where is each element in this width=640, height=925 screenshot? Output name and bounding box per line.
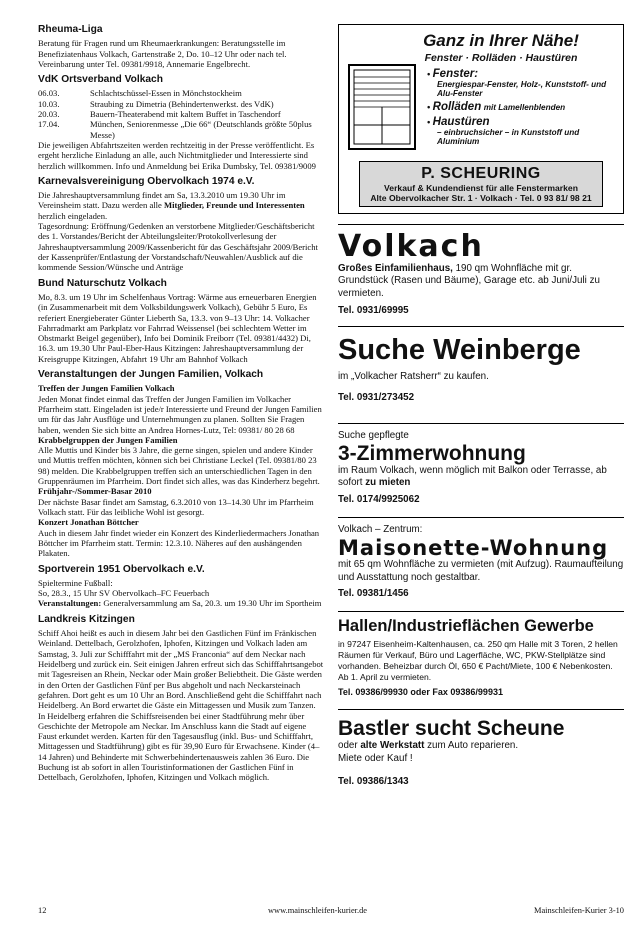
footer-url[interactable]: www.mainschleifen-kurier.de: [268, 906, 367, 915]
classified-headline: Bastler sucht Scheune: [338, 717, 565, 741]
text-highlight: Mitglieder, Freunde und Interessenten: [164, 200, 305, 211]
classified-headline: Volkach: [338, 229, 484, 264]
subheading: Treffen der Jungen Familien Volkach: [38, 383, 175, 394]
ad-item-label: Fenster:: [432, 68, 479, 80]
classified-bastler: [338, 718, 624, 787]
ad-company-box: [359, 161, 603, 207]
classified-3-zimmer: [338, 430, 624, 505]
section-text: Die jeweiligen Abfahrtszeiten werden rechtzeitig in der Presse veröffentlicht. Es ergeht herzliche Einladung an alle, auch Nichtmitglieder und Interessierte sind herzlich willkommen. Info und Anmeldung bei Erika Dumbsky, Tel. 09381/9009: [38, 139, 316, 171]
footer-issue: Mainschleifen-Kurier 3-10: [534, 906, 624, 915]
section-sportverein: [38, 564, 324, 609]
section-text: So, 28.3., 15 Uhr SV Obervolkach–FC Feuerbach: [38, 588, 210, 599]
divider: [338, 224, 624, 225]
ad-product-list: [427, 68, 617, 146]
section-title: Bund Naturschutz Volkach: [38, 277, 167, 289]
section-text: Jeden Monat findet einmal das Treffen der Jungen Familien im Volkacher Pfarrheim statt. Eingeladen ist jede/r Interessierte und Freund der Jungen Familien um für das Jahr Ausflüge und Unternehmungen zu planen. Sollten Sie Fragen haben, wenden Sie sich bitte an Andrea Hornes-Lutz, Tel: 09381/ 80 28 68: [38, 393, 322, 435]
text-part: herzlich eingeladen.: [38, 210, 108, 221]
ad-item-label: Rolläden: [432, 101, 482, 113]
section-text: Mo, 8.3. um 19 Uhr im Schelfenhaus Vortrag: Wärme aus erneuerbaren Energien (in Zusammenarbeit mit dem Volksbildungswerk Volkach), Gebühr 5 Euro, Es referiert Energieberater Günter Lieberth Sa, 13.3. von 9–13 Uhr: 14. Volkacher Fahrradmarkt am Parkplatz vor Fahrrad Weissensel (bei schlechtem Wetter im Obstmarkt Beigel gegenüber), Info bei Dominik Freiborr (Tel. 09381/4432) Di, 16.3. um 19.30 Uhr Paul-Eber-Haus Kitzingen: Jahreshauptversammlung der Kreisgruppe Kitzingen, Abfahrt 19 Uhr am Bahnhof Volkach: [38, 291, 317, 364]
section-title: Rheuma-Liga: [38, 24, 103, 35]
ad-item: • Haustüren – einbruchsicher – in Kunststoff und Aluminium: [427, 116, 617, 146]
classified-headline: Maisonette-Wohnung: [338, 535, 609, 560]
classified-phone: Tel. 09381/1456: [338, 588, 409, 600]
schedule-text: München, Seniorenmesse „Die 66“ (Deutschlands größte 50plus Messe): [90, 119, 312, 140]
schedule-text: Bauern-Theaterabend mit kaltem Buffet in Taschendorf: [90, 109, 281, 120]
classified-text: Miete oder Kauf !: [338, 753, 413, 765]
section-title: Sportverein 1951 Obervolkach e.V.: [38, 563, 205, 575]
schedule-text: Straubing zu Dimetria (Behindertenwerkst. des VdK): [90, 98, 274, 109]
subheading: Krabbelgruppen der Jungen Familien: [38, 434, 178, 445]
classified-phone: Tel. 0174/9925062: [338, 494, 420, 506]
classified-text: [338, 263, 624, 301]
classified-hallen: [338, 618, 624, 697]
page-footer: [38, 906, 624, 915]
schedule-list: [38, 88, 324, 140]
classified-headline: 3-Zimmerwohnung: [338, 441, 526, 465]
classified-pre: Suche gepflegte: [338, 429, 409, 441]
ad-item: • Rolläden mit Lamellenblenden: [427, 101, 566, 113]
text-highlight: zu mieten: [365, 477, 411, 489]
ad-scheuring: [338, 24, 624, 214]
section-text: Schiff Ahoi heißt es auch in diesem Jahr bei den Gastlichen Fünf im Fränkischen Weinland. Dettelbach, Gerolzhofen, Iphofen, Kitzingen und Volkach laden am Samstag, 3. Juli zur Schifffahrt mit der „MS Franconia“ auf dem Neckar nach Heidelberg und zurück ein. Seit einigen Jahren erfreut sich das Schifffahrtsangebot mit Tagesreisen an Rhein, Neckar oder Main großer Beliebtheit. Die Gäste werden in den Orten der Gastlichen Fünf per Bus abgeholt und nach Neckarsteinach gefahren. Dort geht es um 10 Uhr an Bord. Anschließend geht die Schifffahrt nach Heidelberg. An Bord erwartet die Gäste ein Mittagessen und Musik zum Tanzen. In Heidelberg erfahren die Schiffsreisenden bei einer Stadtführung mehr über Geschichte der Metropole am Neckar. Im Anschluss kann die Stadt auf eigene Faust erkundet werden. Karten für den Tagesausflug (inkl. Bus- und Schifffahrt, Mittagessen und Stadtführung) gibt es für 39,90 Euro für Erwachsene. Kinder (4–14 Jahren) und Behinderte mit Schwerbehindertenausweis zahlen 36 Euro. Die Buchung ist ab sofort in allen Touristinformationen der Gastlichen Fünf in Dettelbach, Gerolzhofen, Iphofen, Kitzingen und Volkach möglich.: [38, 628, 324, 783]
window-icon: [347, 63, 417, 151]
ad-item-detail: – einbruchsicher – in Kunststoff und Aluminium: [437, 128, 580, 146]
section-title: VdK Ortsverband Volkach: [38, 74, 163, 86]
company-tagline: Verkauf & Kundendienst für alle Fenstermarken: [384, 183, 578, 193]
section-landkreis: [38, 614, 324, 783]
schedule-date: 17.04.: [38, 119, 60, 130]
section-bund-naturschutz: [38, 278, 324, 364]
company-address: Alte Obervolkacher Str. 1 · Volkach · Tel. 0 93 81/ 98 21: [370, 193, 592, 203]
section-text: Tagesordnung: Eröffnung/Gedenken an verstorbene Mitglieder/Geschäftsbericht des 1. Vorstandes/Bericht der Abteilungsleiter/Protokollverlesung der Jahreshauptversammlung 2009/Kassenbericht für das Geschäftsjahr 2009/Bericht der Kassenprüfer/Entlastung der Vorstandschaft/Neuwahlen/Ausblick auf die kommende Session/Wünsche und Anträge: [38, 221, 318, 273]
section-text: [38, 598, 324, 608]
classified-volkach: [338, 231, 624, 316]
schedule-text: Schlachtschüssel-Essen in Mönchstockheim: [90, 88, 242, 99]
ad-item-detail: Energiespar-Fenster, Holz-, Kunststoff- und Alu-Fenster: [437, 80, 607, 98]
text-part: 190 qm Wohnfläche mit gr. Grundstück (Rasen und Bäume), Garage etc. ab Juni/Juli zu vermieten.: [338, 262, 600, 299]
text-part: Die Jahreshauptversammlung findet am Sa, 13.3.2010 um 19.30 Uhr im Vereinsheim statt. Dazu werden alle: [38, 190, 286, 211]
section-title: Landkreis Kitzingen: [38, 613, 135, 625]
text-highlight: alte Werkstatt: [360, 740, 425, 752]
text-part: im Raum Volkach, wenn möglich mit Balkon oder Terrasse, ab sofort: [338, 464, 607, 489]
schedule-date: 10.03.: [38, 98, 60, 109]
section-text: [38, 190, 324, 221]
ad-subline: Fenster · Rolläden · Haustüren: [424, 52, 578, 64]
divider: [338, 611, 624, 612]
subheading: Konzert Jonathan Böttcher: [38, 517, 139, 528]
classified-weinberge: [338, 335, 624, 403]
left-column: [38, 24, 324, 904]
company-name: P. SCHEURING: [421, 165, 541, 182]
classified-phone: Tel. 0931/273452: [338, 391, 415, 403]
ad-item-detail: mit Lamellenblenden: [483, 103, 566, 112]
section-text: Der nächste Basar findet am Samstag, 6.3.2010 von 13–14.30 Uhr im Pfarrheim Volkach statt. Für das leibliche Wohl ist gesorgt.: [38, 496, 314, 518]
right-column: [338, 24, 624, 904]
page-number: 12: [38, 906, 47, 915]
text-highlight: Veranstaltungen:: [38, 598, 102, 609]
section-vdk: [38, 74, 324, 171]
section-rheuma-liga: [38, 24, 324, 69]
classified-phone: Tel. 0931/69995: [338, 304, 409, 316]
classified-headline: Suche Weinberge: [338, 333, 581, 366]
classified-text: mit 65 qm Wohnfläche zu vermieten (mit Aufzug). Raumaufteilung und Ausstattung noch gestaltbar.: [338, 558, 624, 583]
ad-item: • Fenster: Energiespar-Fenster, Holz-, Kunststoff- und Alu-Fenster: [427, 68, 617, 98]
section-junge-familien: [38, 369, 324, 559]
classified-text: [338, 740, 624, 753]
classified-phone: Tel. 09386/99930 oder Fax 09386/99931: [338, 687, 503, 698]
section-karneval: [38, 176, 324, 273]
divider: [338, 423, 624, 424]
text-part: zum Auto reparieren.: [424, 740, 519, 752]
classified-text: in 97247 Eisenheim-Kaltenhausen, ca. 250 qm Halle mit 3 Toren, 2 hellen Räumen für Verkauf, Büro und Lagerfläche, WC, PKW-Stellplätze sind vorhanden. Beheizbar durch Öl, 650 € Pacht/Miete, 100 € Nebenkosten. Ab 1. April zu vermieten.: [338, 638, 618, 683]
classified-headline: Hallen/Industrieflächen Gewerbe: [338, 617, 594, 636]
classified-text: im „Volkacher Ratsherr“ zu kaufen.: [338, 371, 489, 383]
section-title: Veranstaltungen der Jungen Familien, Volkach: [38, 369, 264, 381]
section-text: Alle Muttis und Kinder bis 3 Jahre, die gerne singen, spielen und andere Kinder und Muttis treffen möchten, können sich bei Christiane Leckel (Tel. 09381/80 23 98) melden. Die Krabbelgruppen treffen sich an unterschiedlichen Tagen in den Gruppenräumen im Pfarrheim. Dort findet sich alles, was das Kinderherz begehrt.: [38, 445, 320, 487]
classified-pre: Volkach – Zentrum:: [338, 524, 423, 536]
classified-maisonette: [338, 524, 624, 599]
ad-headline: Ganz in Ihrer Nähe!: [423, 31, 579, 50]
divider: [338, 326, 624, 327]
section-text: Auch in diesem Jahr findet wieder ein Konzert des Kinderliedermachers Jonathan Böttcher im Pfarrheim statt. Termin: 12.3.10. Näheres auf den aushängenden Plakaten.: [38, 527, 320, 559]
text-highlight: Großes Einfamilienhaus,: [338, 262, 453, 274]
divider: [338, 709, 624, 710]
section-title: Karnevalsvereinigung Obervolkach 1974 e.V.: [38, 175, 255, 187]
classified-phone: Tel. 09386/1343: [338, 775, 409, 787]
section-text: Beratung für Fragen rund um Rheumaerkrankungen: Beratungsstelle im Benefiziatenhaus Volkach, Gartenstraße 2, Do. 10–12 Uhr oder nach tel. Vereinbarung unter Tel. 09381/9918, Annemarie Engelbrecht.: [38, 38, 287, 69]
ad-item-label: Haustüren: [432, 116, 490, 128]
section-text: Spieltermine Fußball:: [38, 577, 113, 588]
schedule-date: 20.03.: [38, 109, 60, 120]
text-part: Generalversammlung am Sa, 20.3. um 19.30 Uhr im Sportheim: [101, 598, 322, 609]
classified-text: [338, 465, 624, 490]
schedule-date: 06.03.: [38, 88, 60, 99]
subheading: Frühjahr-/Sommer-Basar 2010: [38, 486, 152, 497]
text-part: oder: [338, 740, 361, 752]
divider: [338, 517, 624, 518]
